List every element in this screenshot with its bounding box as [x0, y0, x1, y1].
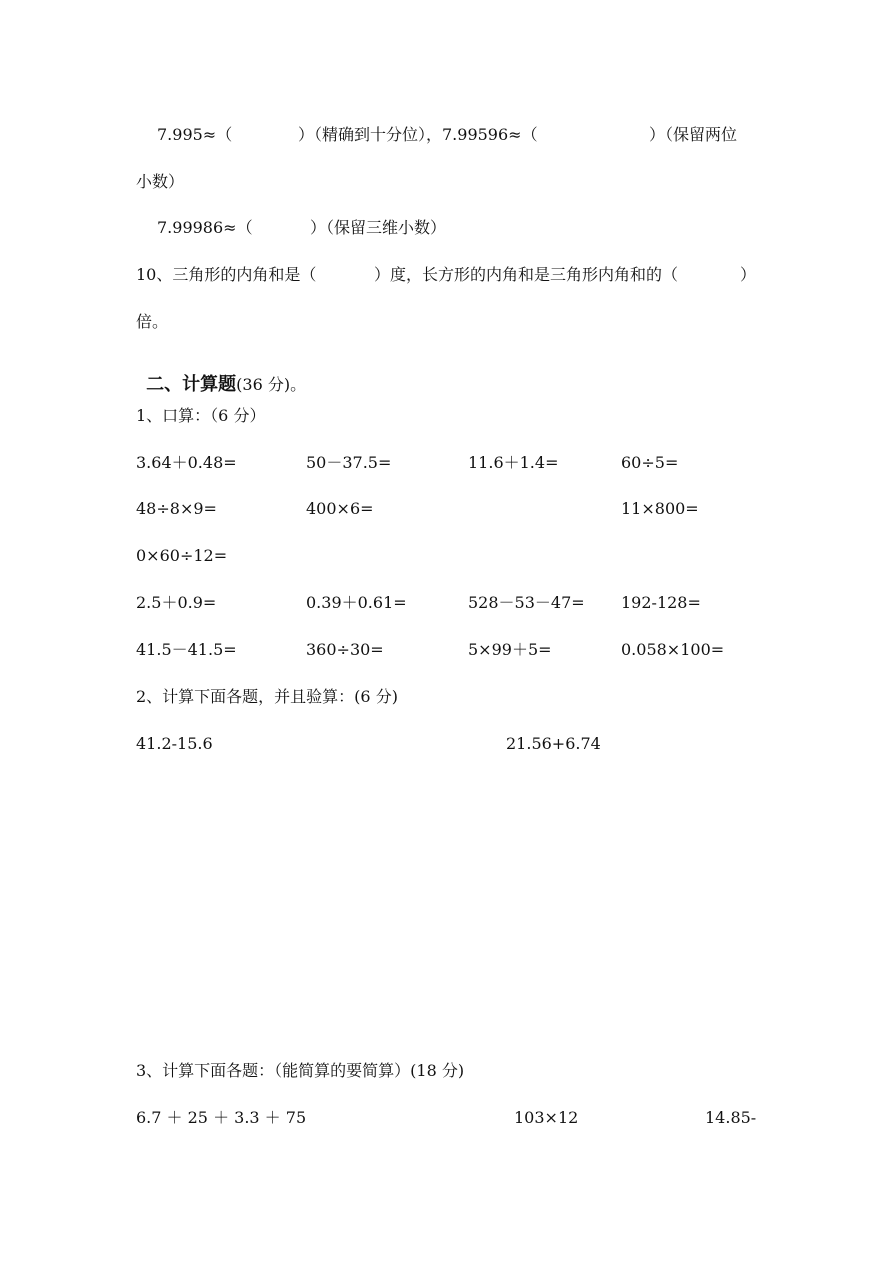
verify-title: 2、计算下面各题，并且验算：(6 分)	[136, 687, 398, 706]
section-heading	[136, 360, 306, 394]
verify-item: 21.56+6.74	[506, 734, 601, 753]
q9-line3-part2: ）（保留三维小数）	[310, 218, 447, 237]
section-score: (36 分)。	[236, 375, 307, 394]
oral-item: 11×800=	[621, 499, 699, 518]
q9-line2: 小数）	[136, 172, 185, 191]
oral-item: 0.39＋0.61=	[306, 593, 407, 612]
oral-item: 0.058×100=	[621, 640, 725, 659]
oral-item: 5×99＋5=	[468, 640, 552, 659]
q9-line1-part3: ）（保留两位	[649, 125, 738, 144]
q10-line1-part2: ）度，长方形的内角和是三角形内角和的（	[374, 265, 679, 284]
oral-item: 400×6=	[306, 499, 374, 518]
oral-title: 1、口算：（6 分）	[136, 406, 266, 425]
oral-item: 50－37.5=	[306, 453, 392, 472]
q10-line1-part1: 10、三角形的内角和是（	[136, 265, 317, 284]
oral-item: 0×60÷12=	[136, 546, 228, 565]
simplify-item: 6.7 ＋ 25 ＋ 3.3 ＋ 75	[136, 1108, 307, 1127]
q9-line1-part2: ）（精确到十分位），7.99596≈（	[298, 125, 538, 144]
q9-line3-part1: 7.99986≈（	[157, 218, 253, 237]
simplify-item: 103×12	[514, 1108, 579, 1127]
oral-item: 192-128=	[621, 593, 701, 612]
oral-item: 360÷30=	[306, 640, 384, 659]
oral-item: 11.6＋1.4=	[468, 453, 559, 472]
oral-item: 60÷5=	[621, 453, 679, 472]
oral-item: 41.5－41.5=	[136, 640, 237, 659]
oral-item: 3.64＋0.48=	[136, 453, 237, 472]
q9-line1-part1: 7.995≈（	[157, 125, 233, 144]
q10-line2: 倍。	[136, 312, 169, 331]
q10-line1-part3: ）	[740, 265, 757, 284]
oral-item: 2.5＋0.9=	[136, 593, 217, 612]
simplify-item: 14.85-	[705, 1108, 757, 1127]
section-title: 二、计算题	[146, 374, 237, 395]
oral-item: 48÷8×9=	[136, 499, 217, 518]
verify-item: 41.2-15.6	[136, 734, 213, 753]
simplify-title: 3、计算下面各题：（能简算的要简算）(18 分)	[136, 1061, 465, 1080]
oral-item: 528－53－47=	[468, 593, 585, 612]
